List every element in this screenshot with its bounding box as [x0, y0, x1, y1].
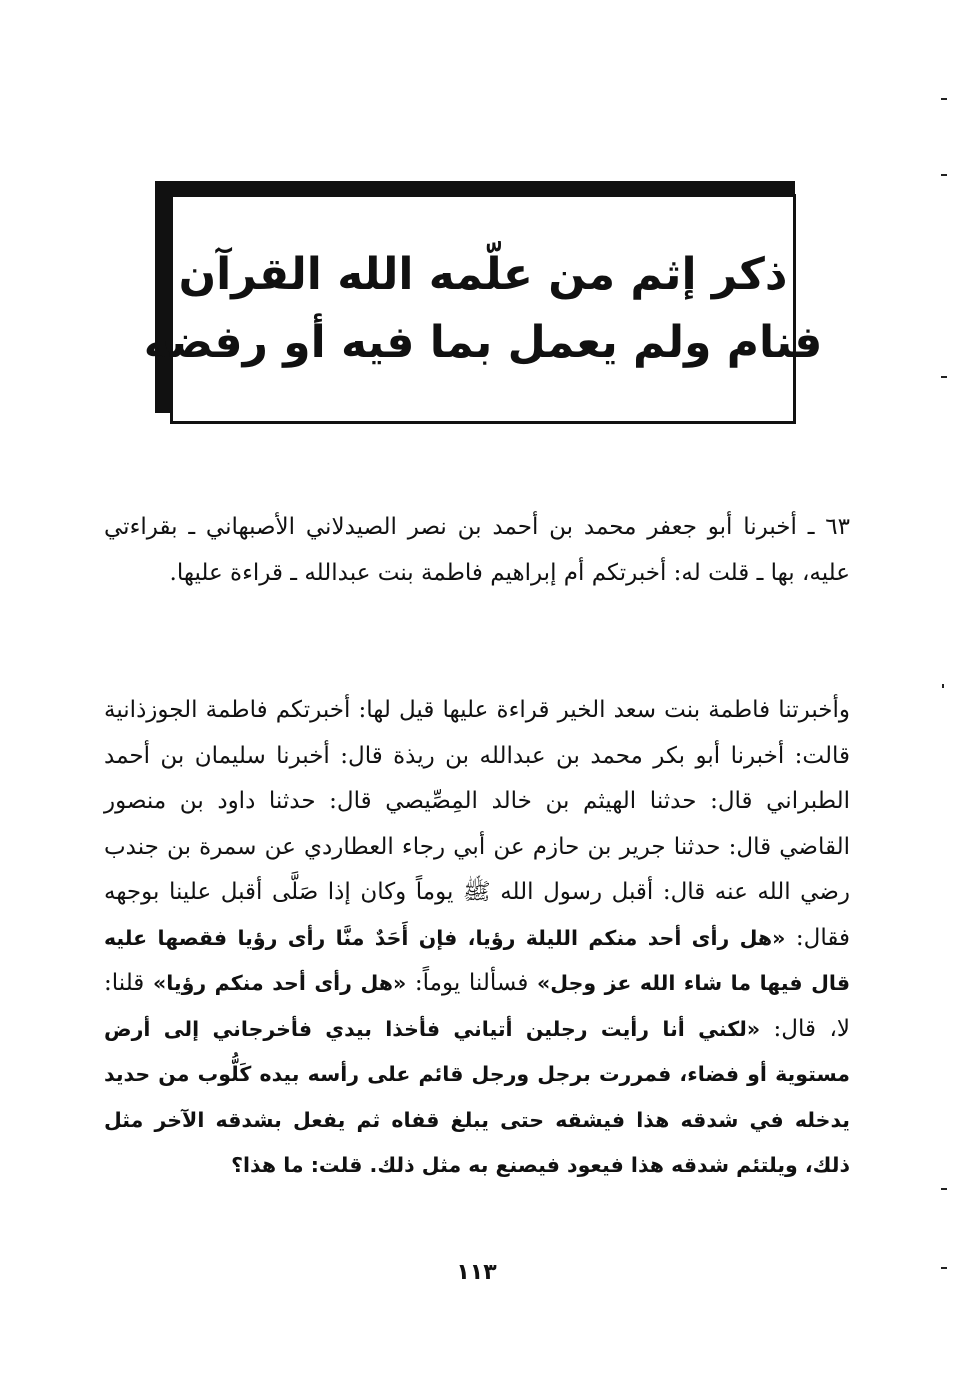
hadith-quote-2: «هل رأى أحد منكم رؤيا»	[152, 971, 407, 995]
margin-scan-mark	[942, 684, 944, 688]
hadith-quote-1: «هل رأى أحد منكم الليلة رؤيا، فإن أَحَدٌ منَّا رأى رؤيا فقصها عليه قال فيها ما شاء الله عز وجل»	[104, 925, 850, 995]
margin-scan-mark	[941, 1188, 947, 1190]
paragraph-hadith-text	[104, 688, 850, 1189]
chapter-title-line-2: فنام ولم يعمل بما فيه أو رفضه	[143, 317, 823, 368]
margin-scan-mark	[941, 174, 947, 176]
narration-text: فسألنا يوماً:	[406, 970, 538, 996]
margin-scan-mark	[941, 98, 947, 100]
hadith-quote-3: «لكني أنا رأيت رجلين أتياني فأخذا بيدي فأخرجاني إلى أرض مستوية أو فضاء، فمررت برجل ورجل قائم على رأسه بيده كَلُّوب من حديد يدخله في شدقه هذا فيشقه حتى يبلغ قفاه ثم يفعل بشدقه الآخر مثل ذلك، ويلتئم شدقه هذا فيعود فيصنع به مثل ذلك. قلت: ما هذا؟	[104, 1016, 850, 1177]
chapter-title-line-1: ذكر إثم من علّمه الله القرآن	[178, 249, 788, 300]
isnad-text: وأخبرتنا فاطمة بنت سعد الخير قراءة عليها قيل لها: أخبرتكم فاطمة الجوزذانية قالت: أخبرنا أبو بكر محمد بن عبدالله بن ريذة قال: أخبرنا سليمان بن أحمد الطبراني قال: حدثنا الهيثم بن خالد المِصِّيصي قال: حدثنا داود بن منصور القاضي قال: حدثنا جرير بن حازم عن أبي رجاء العطاردي عن سمرة بن جندب رضي الله عنه قال: أقبل رسول الله ﷺ يوماً وكان إذا صَلَّى أقبل علينا بوجهه فقال:	[104, 697, 850, 951]
paragraph-isnad-63: ٦٣ ـ أخبرنا أبو جعفر محمد بن أحمد بن نصر الصيدلاني الأصبهاني ـ بقراءتي عليه، بها ـ قلت له: أخبرتكم أم إبراهيم فاطمة بنت عبدالله ـ قراءة عليها.	[104, 514, 850, 586]
margin-scan-mark	[941, 376, 947, 378]
page-number: ١١٣	[456, 1260, 497, 1285]
reply-text: قلنا: لا، قال:	[104, 970, 851, 1042]
margin-scan-mark	[941, 1267, 947, 1269]
chapter-title-box	[143, 194, 823, 424]
